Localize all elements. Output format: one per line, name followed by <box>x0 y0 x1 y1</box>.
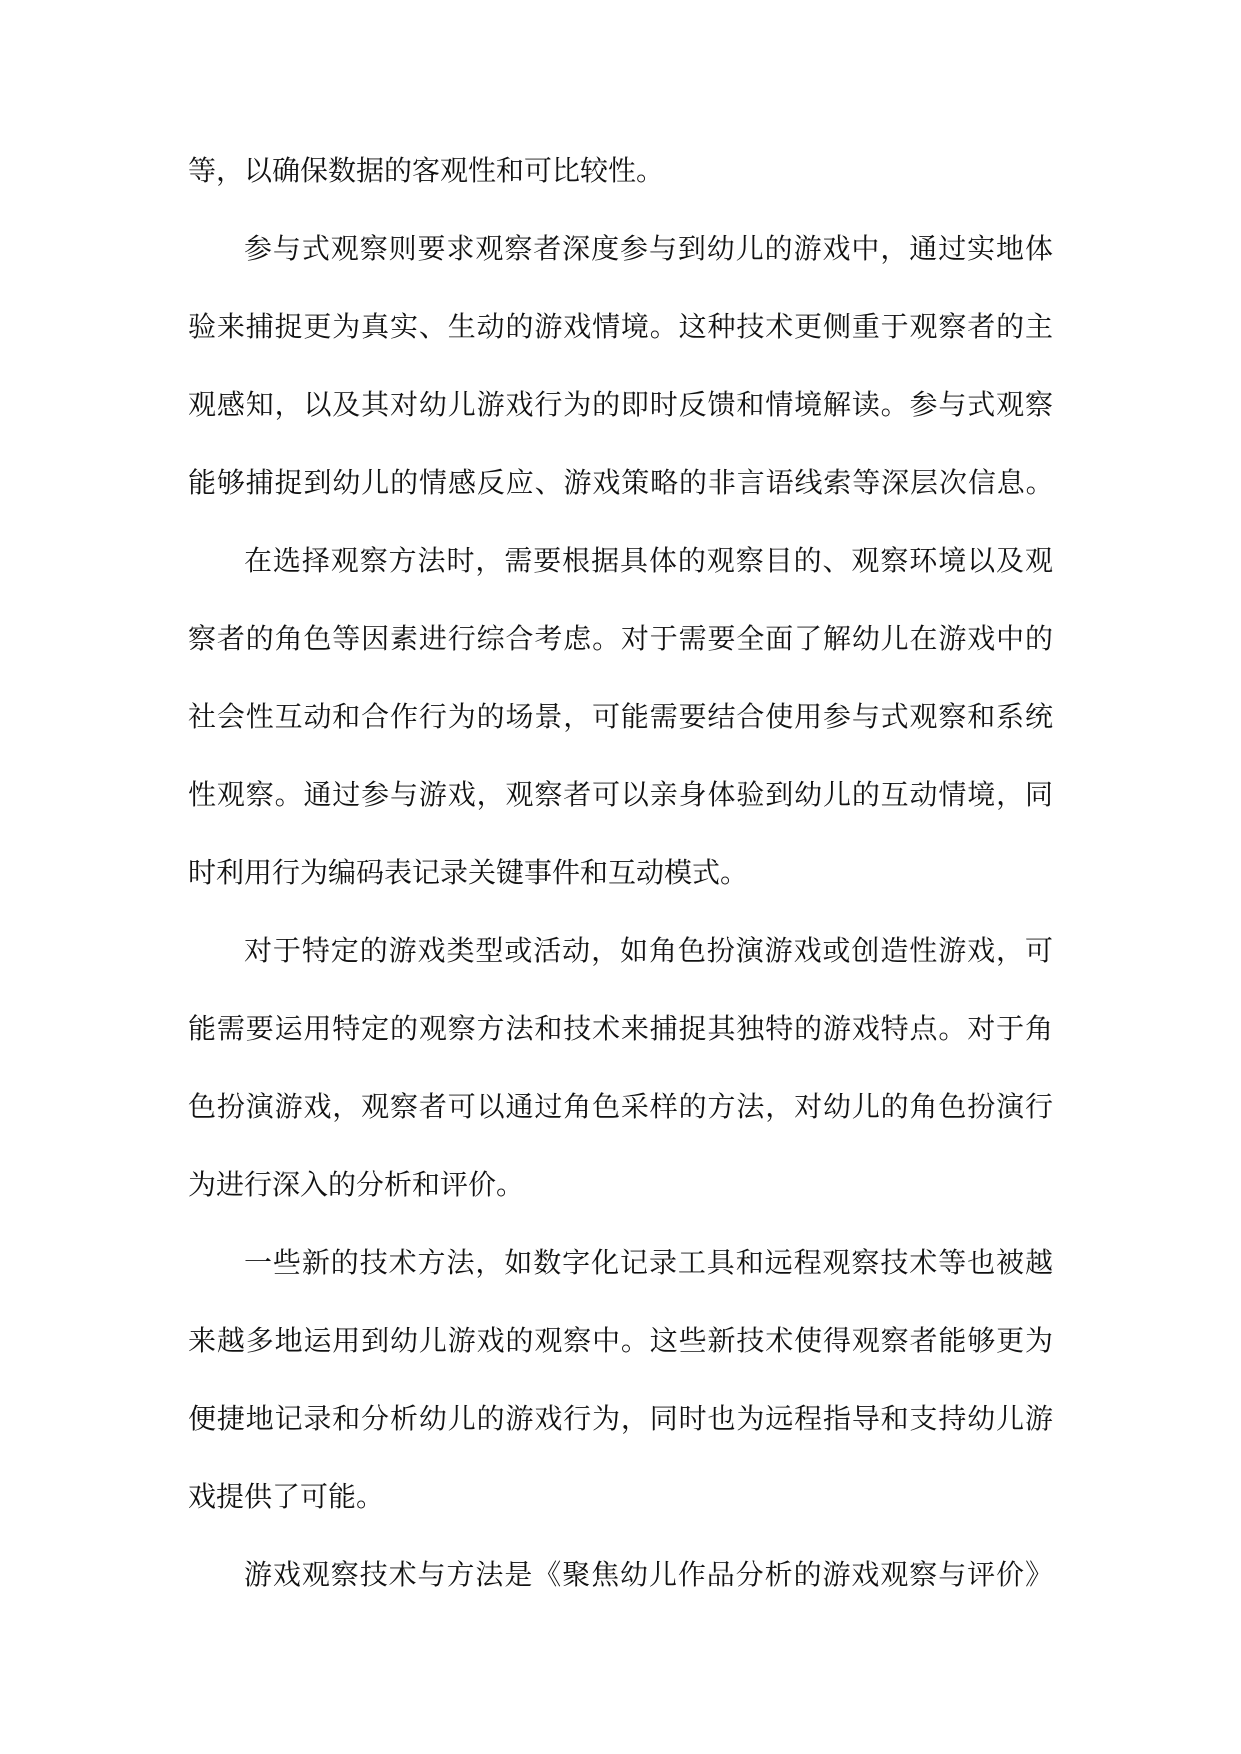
paragraph-first-line: 对于特定的游戏类型或活动，如角色扮演游戏或创造性游戏，可 <box>244 934 1053 967</box>
text-line: 来越多地运用到幼儿游戏的观察中。这些新技术使得观察者能够更为 <box>188 1324 1053 1357</box>
text-line: 能够捕捉到幼儿的情感反应、游戏策略的非言语线索等深层次信息。 <box>188 466 1053 499</box>
text-line: 验来捕捉更为真实、生动的游戏情境。这种技术更侧重于观察者的主 <box>188 310 1053 343</box>
paragraph-first-line: 在选择观察方法时，需要根据具体的观察目的、观察环境以及观 <box>244 544 1053 577</box>
text-line: 时利用行为编码表记录关键事件和互动模式。 <box>188 856 749 889</box>
text-line: 为进行深入的分析和评价。 <box>188 1168 525 1201</box>
paragraph-first-line: 一些新的技术方法，如数字化记录工具和远程观察技术等也被越 <box>244 1246 1053 1279</box>
text-line: 察者的角色等因素进行综合考虑。对于需要全面了解幼儿在游戏中的 <box>188 622 1053 655</box>
text-line: 性观察。通过参与游戏，观察者可以亲身体验到幼儿的互动情境，同 <box>188 778 1053 811</box>
paragraph-first-line: 参与式观察则要求观察者深度参与到幼儿的游戏中，通过实地体 <box>244 232 1053 265</box>
text-line: 便捷地记录和分析幼儿的游戏行为，同时也为远程指导和支持幼儿游 <box>188 1402 1053 1435</box>
text-line: 社会性互动和合作行为的场景，可能需要结合使用参与式观察和系统 <box>188 700 1053 733</box>
body-text <box>188 141 1053 1623</box>
text-line: 观感知，以及其对幼儿游戏行为的即时反馈和情境解读。参与式观察 <box>188 388 1053 421</box>
text-line: 能需要运用特定的观察方法和技术来捕捉其独特的游戏特点。对于角 <box>188 1012 1053 1045</box>
text-line: 色扮演游戏，观察者可以通过角色采样的方法，对幼儿的角色扮演行 <box>188 1090 1053 1123</box>
paragraph-first-line: 游戏观察技术与方法是《聚焦幼儿作品分析的游戏观察与评价》 <box>244 1558 1053 1591</box>
text-line: 等，以确保数据的客观性和可比较性。 <box>188 154 665 187</box>
text-line: 戏提供了可能。 <box>188 1480 385 1513</box>
